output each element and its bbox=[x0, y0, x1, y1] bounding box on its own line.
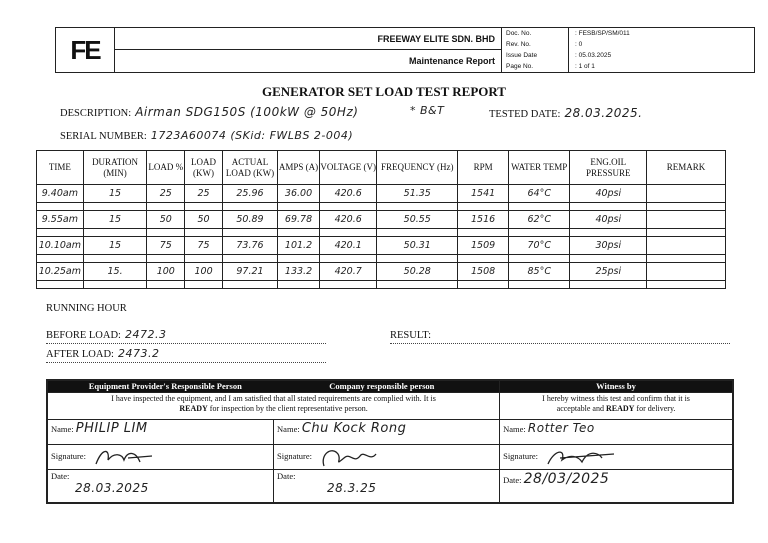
before-load-label: BEFORE LOAD: bbox=[46, 330, 121, 341]
spacer-cell bbox=[277, 229, 319, 237]
cell-voltage: 420.7 bbox=[320, 263, 377, 281]
cell-rpm: 1508 bbox=[458, 263, 509, 281]
spacer-cell bbox=[570, 203, 647, 211]
cell-time: 10.10am bbox=[37, 237, 84, 255]
description-note: * B&T bbox=[410, 104, 445, 117]
table-row bbox=[37, 237, 726, 255]
spacer-cell bbox=[185, 229, 223, 237]
witness-statement: I hereby witness this test and confirm that it is acceptable and READY for delivery. bbox=[500, 393, 733, 420]
table-spacer-row bbox=[37, 255, 726, 263]
provider-statement: I have inspected the equipment, and I am satisfied that all stated requirements are complied with. It is READY for inspection by the client representative person. bbox=[48, 393, 500, 420]
table-body bbox=[37, 185, 726, 289]
spacer-cell bbox=[222, 203, 277, 211]
spacer-cell bbox=[647, 255, 726, 263]
cell-frequency: 50.55 bbox=[377, 211, 458, 229]
running-hour-label: RUNNING HOUR bbox=[46, 303, 127, 314]
table-row bbox=[37, 185, 726, 203]
column-header-remark: REMARK bbox=[647, 151, 726, 185]
spacer-cell bbox=[147, 229, 185, 237]
cell-oil-pressure: 40psi bbox=[570, 185, 647, 203]
report-title: GENERATOR SET LOAD TEST REPORT bbox=[262, 84, 506, 99]
cell-voltage: 420.1 bbox=[320, 237, 377, 255]
cell-remark bbox=[647, 263, 726, 281]
cell-amps: 133.2 bbox=[277, 263, 319, 281]
spacer-cell bbox=[83, 229, 147, 237]
cell-remark bbox=[647, 237, 726, 255]
witness-signature-cell: Signature: bbox=[500, 445, 733, 470]
column-header-rpm: RPM bbox=[458, 151, 509, 185]
description-label: DESCRIPTION: bbox=[60, 108, 132, 119]
provider-name: PHILIP LIM bbox=[75, 421, 148, 436]
spacer-cell bbox=[185, 281, 223, 289]
cell-oil-pressure: 30psi bbox=[570, 237, 647, 255]
company-name: FREEWAY ELITE SDN. BHD bbox=[114, 28, 502, 50]
spacer-cell bbox=[320, 203, 377, 211]
spacer-cell bbox=[377, 229, 458, 237]
spacer-cell bbox=[37, 255, 84, 263]
issue-date: : 05.03.2025 bbox=[575, 52, 612, 59]
signature-section bbox=[46, 379, 734, 504]
cell-actual-load: 97.21 bbox=[222, 263, 277, 281]
doc-no-label: Doc. No. bbox=[502, 28, 569, 39]
serial-label: SERIAL NUMBER: bbox=[60, 131, 147, 142]
table-spacer-row bbox=[37, 281, 726, 289]
tested-date-line bbox=[489, 104, 729, 122]
cell-load-kw: 50 bbox=[185, 211, 223, 229]
spacer-cell bbox=[222, 255, 277, 263]
cell-duration: 15. bbox=[83, 263, 147, 281]
cell-actual-load: 73.76 bbox=[222, 237, 277, 255]
witness-signature-icon bbox=[540, 446, 620, 468]
cell-voltage: 420.6 bbox=[320, 185, 377, 203]
before-load-line bbox=[46, 325, 326, 344]
company-date: 28.3.25 bbox=[327, 481, 377, 495]
provider-heading: Equipment Provider's Responsible Person Company responsible person bbox=[48, 381, 500, 393]
cell-actual-load: 50.89 bbox=[222, 211, 277, 229]
company-date-cell: Date: 28.3.25 bbox=[274, 470, 500, 503]
cell-load-kw: 25 bbox=[185, 185, 223, 203]
spacer-cell bbox=[320, 281, 377, 289]
description-value: Airman SDG150S (100kW @ 50Hz) bbox=[135, 105, 359, 119]
spacer-cell bbox=[377, 203, 458, 211]
spacer-cell bbox=[458, 255, 509, 263]
provider-name-cell: Name: PHILIP LIM bbox=[48, 420, 274, 445]
spacer-cell bbox=[147, 281, 185, 289]
tested-date-label: TESTED DATE: bbox=[489, 109, 561, 120]
spacer-cell bbox=[83, 255, 147, 263]
doc-no: : FESB/SP/SM/011 bbox=[575, 30, 630, 37]
company-signature-icon bbox=[314, 446, 384, 468]
cell-duration: 15 bbox=[83, 211, 147, 229]
report-type: Maintenance Report bbox=[114, 50, 502, 72]
spacer-cell bbox=[320, 229, 377, 237]
cell-rpm: 1509 bbox=[458, 237, 509, 255]
tested-date-value: 28.03.2025. bbox=[564, 106, 643, 120]
cell-load-kw: 100 bbox=[185, 263, 223, 281]
cell-rpm: 1516 bbox=[458, 211, 509, 229]
cell-oil-pressure: 40psi bbox=[570, 211, 647, 229]
company-signature-cell: Signature: bbox=[274, 445, 500, 470]
rev-label: Rev. No. bbox=[502, 39, 569, 50]
load-test-table bbox=[36, 150, 726, 289]
provider-signature-cell: Signature: bbox=[48, 445, 274, 470]
cell-water-temp: 85°C bbox=[508, 263, 570, 281]
cell-rpm: 1541 bbox=[458, 185, 509, 203]
column-header-voltage: VOLTAGE (V) bbox=[320, 151, 377, 185]
provider-date: 28.03.2025 bbox=[75, 481, 149, 495]
rev-no: : 0 bbox=[575, 41, 583, 48]
witness-date: 28/03/2025 bbox=[523, 471, 610, 487]
cell-duration: 15 bbox=[83, 185, 147, 203]
spacer-cell bbox=[377, 281, 458, 289]
after-load-label: AFTER LOAD: bbox=[46, 349, 114, 360]
witness-date-cell: Date: 28/03/2025 bbox=[500, 470, 733, 503]
column-header-frequency: FREQUENCY (Hz) bbox=[377, 151, 458, 185]
cell-water-temp: 62°C bbox=[508, 211, 570, 229]
column-header-time: TIME bbox=[37, 151, 84, 185]
company-heading: Company responsible person bbox=[329, 381, 435, 391]
page-no: : 1 of 1 bbox=[575, 63, 595, 70]
company-person-name: Chu Kock Rong bbox=[301, 421, 407, 436]
table-spacer-row bbox=[37, 203, 726, 211]
cell-duration: 15 bbox=[83, 237, 147, 255]
witness-heading: Witness by bbox=[500, 381, 733, 393]
result-line bbox=[390, 325, 730, 344]
cell-time: 9.55am bbox=[37, 211, 84, 229]
after-load-line bbox=[46, 344, 326, 363]
column-header-actual-load: ACTUAL LOAD (KW) bbox=[222, 151, 277, 185]
spacer-cell bbox=[147, 255, 185, 263]
column-header-duration: DURATION (MIN) bbox=[83, 151, 147, 185]
spacer-cell bbox=[458, 203, 509, 211]
cell-actual-load: 25.96 bbox=[222, 185, 277, 203]
spacer-cell bbox=[647, 203, 726, 211]
document-meta bbox=[502, 28, 754, 72]
cell-remark bbox=[647, 211, 726, 229]
spacer-cell bbox=[647, 281, 726, 289]
column-header-load-kw: LOAD (KW) bbox=[185, 151, 223, 185]
column-header-load-pct: LOAD % bbox=[147, 151, 185, 185]
spacer-cell bbox=[185, 203, 223, 211]
spacer-cell bbox=[508, 281, 570, 289]
page-no-label: Page No. bbox=[502, 61, 569, 72]
company-name-cell: Name: Chu Kock Rong bbox=[274, 420, 500, 445]
company-logo: FE bbox=[56, 28, 115, 72]
spacer-cell bbox=[570, 229, 647, 237]
provider-date-cell: Date: 28.03.2025 bbox=[48, 470, 274, 503]
before-load-value: 2472.3 bbox=[124, 328, 167, 341]
cell-time: 9.40am bbox=[37, 185, 84, 203]
spacer-cell bbox=[83, 203, 147, 211]
spacer-cell bbox=[508, 203, 570, 211]
cell-time: 10.25am bbox=[37, 263, 84, 281]
spacer-cell bbox=[458, 229, 509, 237]
cell-load-pct: 25 bbox=[147, 185, 185, 203]
spacer-cell bbox=[508, 255, 570, 263]
cell-frequency: 50.31 bbox=[377, 237, 458, 255]
cell-load-pct: 50 bbox=[147, 211, 185, 229]
spacer-cell bbox=[647, 229, 726, 237]
table-row bbox=[37, 263, 726, 281]
cell-load-pct: 75 bbox=[147, 237, 185, 255]
spacer-cell bbox=[222, 229, 277, 237]
spacer-cell bbox=[37, 281, 84, 289]
spacer-cell bbox=[320, 255, 377, 263]
spacer-cell bbox=[377, 255, 458, 263]
provider-signature-icon bbox=[88, 446, 158, 468]
cell-remark bbox=[647, 185, 726, 203]
issue-date-label: Issue Date bbox=[502, 50, 569, 61]
cell-load-kw: 75 bbox=[185, 237, 223, 255]
cell-load-pct: 100 bbox=[147, 263, 185, 281]
column-header-amps: AMPS (A) bbox=[277, 151, 319, 185]
spacer-cell bbox=[37, 229, 84, 237]
column-header-water-temp: WATER TEMP bbox=[508, 151, 570, 185]
spacer-cell bbox=[147, 203, 185, 211]
table-row bbox=[37, 211, 726, 229]
document-header bbox=[55, 27, 755, 73]
spacer-cell bbox=[277, 281, 319, 289]
spacer-cell bbox=[277, 255, 319, 263]
table-header-row bbox=[37, 151, 726, 185]
table-spacer-row bbox=[37, 229, 726, 237]
spacer-cell bbox=[37, 203, 84, 211]
spacer-cell bbox=[458, 281, 509, 289]
cell-water-temp: 70°C bbox=[508, 237, 570, 255]
cell-amps: 101.2 bbox=[277, 237, 319, 255]
witness-name: Rotter Teo bbox=[527, 421, 595, 435]
cell-voltage: 420.6 bbox=[320, 211, 377, 229]
column-header-oil-pressure: ENG.OIL PRESSURE bbox=[570, 151, 647, 185]
spacer-cell bbox=[222, 281, 277, 289]
cell-amps: 36.00 bbox=[277, 185, 319, 203]
spacer-cell bbox=[83, 281, 147, 289]
spacer-cell bbox=[570, 255, 647, 263]
cell-water-temp: 64°C bbox=[508, 185, 570, 203]
serial-value: 1723A60074 (SKid: FWLBS 2-004) bbox=[150, 129, 354, 142]
serial-line bbox=[60, 126, 480, 144]
spacer-cell bbox=[508, 229, 570, 237]
cell-frequency: 50.28 bbox=[377, 263, 458, 281]
cell-oil-pressure: 25psi bbox=[570, 263, 647, 281]
result-label: RESULT: bbox=[390, 330, 432, 341]
spacer-cell bbox=[185, 255, 223, 263]
spacer-cell bbox=[277, 203, 319, 211]
cell-frequency: 51.35 bbox=[377, 185, 458, 203]
after-load-value: 2473.2 bbox=[117, 347, 160, 360]
cell-amps: 69.78 bbox=[277, 211, 319, 229]
spacer-cell bbox=[570, 281, 647, 289]
witness-name-cell: Name: Rotter Teo bbox=[500, 420, 733, 445]
